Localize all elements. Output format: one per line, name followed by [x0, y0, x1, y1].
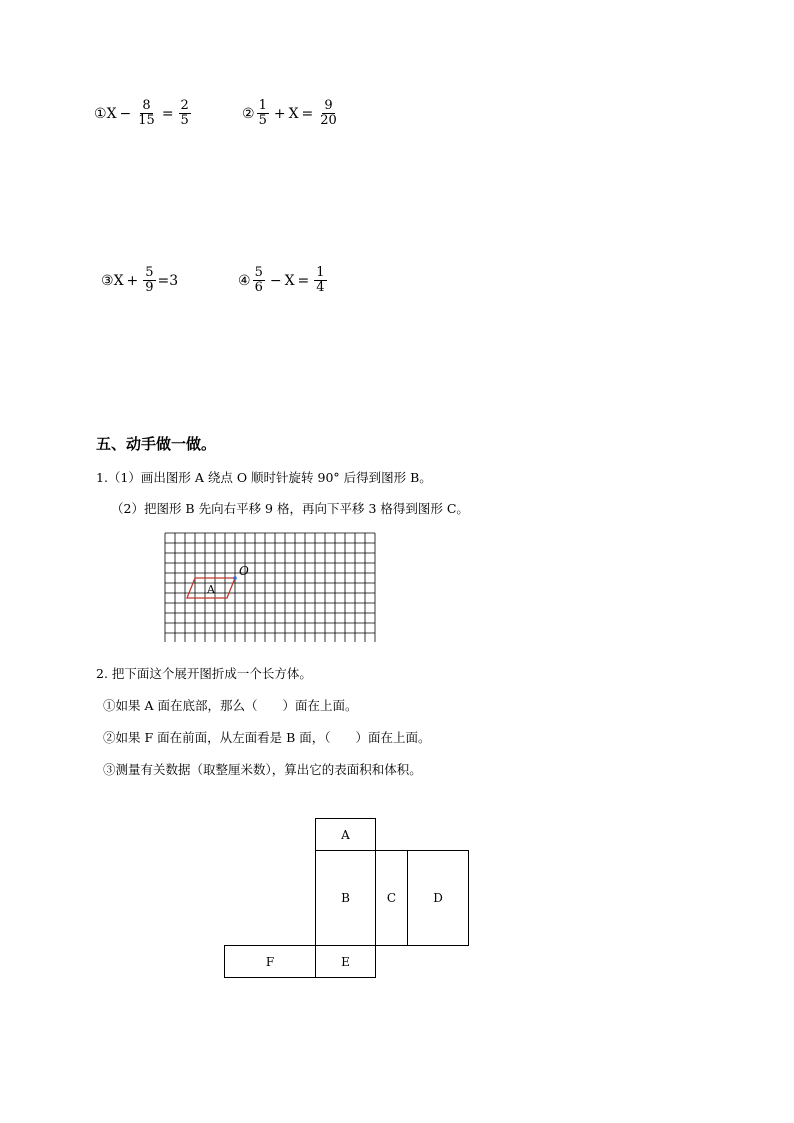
fraction-numerator: 9 — [324, 98, 333, 113]
equation-1 — [94, 99, 193, 128]
fraction-denominator: 20 — [320, 113, 337, 128]
question-1-part-2: （2）把图形 B 先向右平移 9 格，再向下平移 3 格得到图形 C。 — [111, 501, 469, 516]
equation-marker: ① — [94, 105, 107, 122]
operator: + — [126, 272, 139, 289]
term: X — [288, 105, 299, 122]
fraction-numerator: 5 — [254, 265, 263, 280]
question-2-b: ②如果 F 面在前面，从左面看是 B 面，（ ）面在上面。 — [103, 730, 431, 745]
question-2-c: ③测量有关数据（取整厘米数），算出它的表面积和体积。 — [103, 762, 422, 777]
operator: − — [119, 105, 132, 122]
fraction-numerator: 2 — [180, 98, 189, 113]
question-1-part-1: 1.（1）画出图形 A 绕点 O 顺时针旋转 90° 后得到图形 B。 — [96, 470, 432, 485]
net-face-c: C — [375, 850, 408, 946]
net-face-f: F — [224, 945, 316, 978]
operator: − — [269, 272, 282, 289]
net-face-e: E — [315, 945, 376, 978]
fraction-denominator: 5 — [180, 113, 189, 128]
term: X — [113, 272, 124, 289]
fraction-numerator: 1 — [258, 98, 267, 113]
fraction-numerator: 8 — [142, 98, 151, 113]
equation-4 — [238, 266, 329, 295]
fraction — [136, 99, 157, 128]
fraction-numerator: 1 — [316, 265, 325, 280]
fraction — [318, 99, 339, 128]
point-o-label: O — [239, 564, 249, 578]
equation-3 — [101, 266, 178, 295]
fraction-denominator: 5 — [258, 113, 267, 128]
equation-marker: ④ — [238, 272, 251, 289]
term: X — [284, 272, 295, 289]
question-2-a: ①如果 A 面在底部，那么（ ）面在上面。 — [103, 698, 358, 713]
fraction-denominator: 4 — [316, 280, 325, 295]
fraction-denominator: 9 — [145, 280, 154, 295]
term: X — [106, 105, 117, 122]
fraction-denominator: 6 — [254, 280, 263, 295]
net-face-a: A — [315, 818, 376, 851]
fraction — [314, 266, 326, 295]
fraction — [253, 266, 265, 295]
operator: = — [161, 105, 174, 122]
operator: = — [301, 105, 314, 122]
net-face-d: D — [407, 850, 469, 946]
operator: = — [297, 272, 310, 289]
section-title: 五、动手做一做。 — [96, 435, 217, 453]
equation-2 — [242, 99, 341, 128]
net-face-b: B — [315, 850, 376, 946]
square-grid — [164, 532, 380, 642]
question-2-title: 2. 把下面这个展开图折成一个长方体。 — [96, 666, 312, 681]
point-o-dot — [233, 576, 237, 580]
operator: + — [273, 105, 286, 122]
fraction — [257, 99, 269, 128]
fraction-denominator: 15 — [138, 113, 155, 128]
equation-marker: ③ — [101, 272, 114, 289]
term: =3 — [157, 272, 179, 289]
fraction-numerator: 5 — [145, 265, 154, 280]
shape-a-label: A — [207, 583, 215, 596]
equation-marker: ② — [242, 105, 255, 122]
fraction — [179, 99, 191, 128]
fraction — [143, 266, 155, 295]
